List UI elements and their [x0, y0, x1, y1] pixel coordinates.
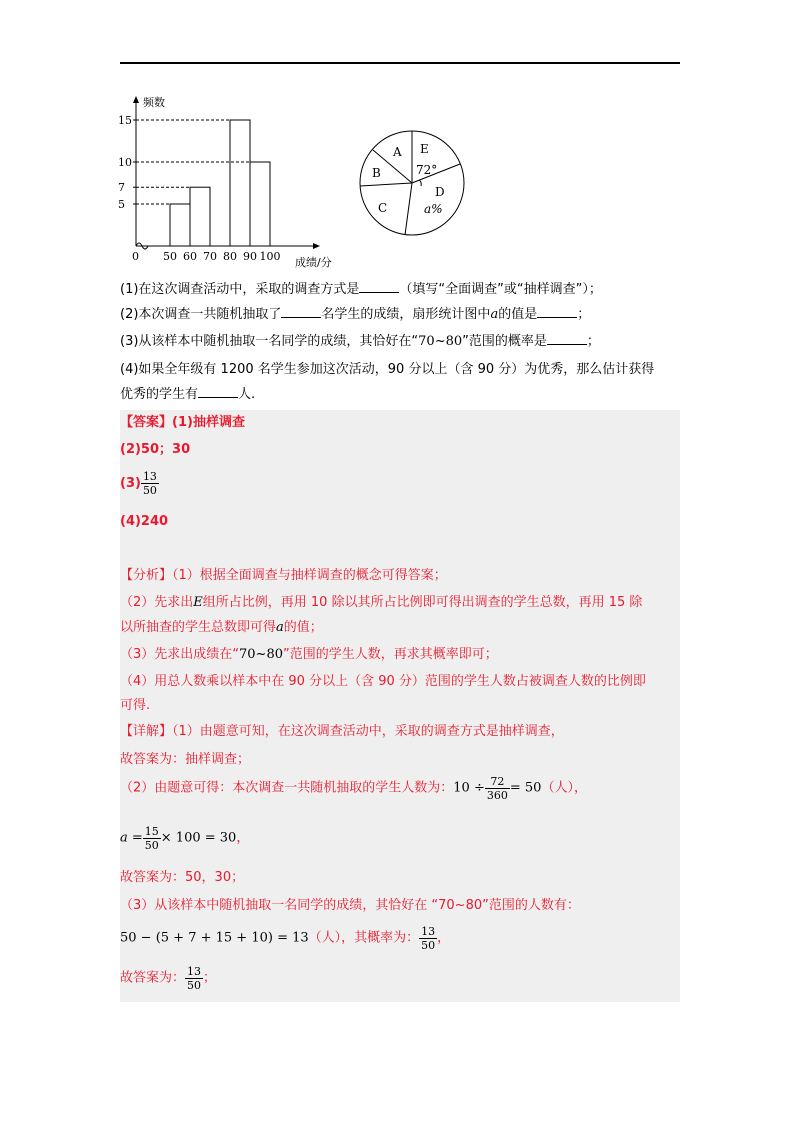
analysis-4a: （4）用总人数乘以样本中在 90 分以上（含 90 分）范围的学生人数占被调查人数的比例即 [120, 674, 646, 689]
q2-var-a: a [490, 307, 499, 322]
histogram-chart [118, 95, 332, 269]
detail-d2-unit: （人）， [541, 780, 587, 796]
answer-3-num: 13 [142, 470, 157, 483]
detail-2b [120, 825, 249, 852]
question-2 [120, 305, 590, 325]
analysis-2b [120, 618, 323, 638]
detail-d2-num: 72 [485, 775, 510, 789]
detail-3: （3）从该样本中随机抽取一名同学的成绩，其恰好在 “70~80”范围的人数有： [120, 898, 580, 913]
analysis-tag: 【分析】 [120, 568, 173, 583]
answer-3 [120, 470, 159, 497]
detail-d3-ans-fraction [185, 965, 203, 992]
detail-d2b-expr-b: × 100 = 30 [160, 830, 237, 846]
analysis-p2a: （2）先求出 [120, 595, 194, 610]
answer-2: (2)50；30 [120, 442, 191, 457]
q2-blank-2 [537, 305, 577, 318]
q1-text-b: （填写“全面调查”或“抽样调查”）； [399, 282, 602, 297]
analysis-var-a: a [276, 620, 284, 635]
pie-chart [360, 131, 464, 235]
detail-d3-mid: （人），其概率为： [308, 930, 420, 946]
bar-90-100 [250, 162, 270, 246]
detail-tag: 【详解】 [120, 724, 173, 739]
detail-d3-fraction [419, 925, 437, 952]
y-axis-arrow [133, 96, 139, 103]
q2-blank-1 [281, 305, 321, 318]
pie-label-e: E [420, 142, 429, 156]
detail-d3-den: 50 [421, 939, 436, 952]
y-tick-label-5: 5 [118, 198, 125, 211]
q1-text-a: (1)在这次调查活动中，采取的调查方式是 [120, 282, 360, 297]
answer-tag: 【答案】 [120, 415, 173, 430]
pie-angle-label: 72° [416, 163, 438, 177]
q3-text-a: (3)从该样本中随机抽取一名同学的成绩，其恰好在“ [120, 334, 419, 349]
x-axis-arrow [313, 243, 320, 249]
detail-d3-ans: 故答案为： [120, 970, 186, 986]
detail-1 [120, 722, 564, 742]
detail-d3-ans-den: 50 [187, 979, 202, 992]
q3-text-c: ； [586, 334, 600, 349]
q3-range: 70~80 [418, 334, 463, 349]
detail-d2-fraction [485, 775, 510, 802]
detail-d2b-fraction [143, 825, 161, 852]
q2-text-d: ； [577, 307, 591, 322]
answer-3-prefix: (3) [120, 476, 141, 491]
question-4b [120, 385, 255, 405]
question-4a: (4)如果全年级有 1200 名学生参加这次活动，90 分以上（含 90 分）为优秀，那么估计获得 [120, 362, 655, 377]
x-tick-label-80: 80 [223, 250, 237, 263]
header-rule [120, 62, 680, 64]
detail-2 [120, 775, 587, 802]
bar-50-60 [170, 204, 190, 246]
x-tick-label-90: 90 [243, 250, 257, 263]
x-axis-label: 成绩/分 [295, 256, 332, 269]
q4-blank [198, 385, 238, 398]
analysis-p3a: （3）先求出成绩在“ [120, 647, 240, 662]
analysis-var-e: E [193, 595, 203, 610]
analysis-p2b: 组所占比例，再用 10 除以其所占比例即可得出调查的学生总数，再用 15 除 [202, 595, 643, 610]
bar-60-70 [190, 187, 210, 246]
y-tick-label-10: 10 [118, 156, 132, 169]
detail-d3-ans-num: 13 [187, 965, 202, 978]
q3-text-b: ”范围的概率是 [462, 334, 547, 349]
detail-d2b-den: 50 [144, 839, 159, 852]
answer-1 [120, 413, 245, 433]
detail-1-answer: 故答案为：抽样调查； [120, 752, 251, 767]
q4-text-b: 人. [238, 387, 256, 402]
q3-blank [547, 332, 587, 345]
detail-d1: （1）由题意可知，在这次调查活动中，采取的调查方式是抽样调查， [172, 724, 564, 739]
detail-d3-num: 13 [421, 925, 436, 938]
q2-text-a: (2)本次调查一共随机抽取了 [120, 307, 282, 322]
pie-label-a: A [393, 145, 402, 159]
detail-d2b-end: ， [236, 830, 250, 846]
detail-3-expr [120, 925, 450, 952]
analysis-1 [120, 566, 447, 586]
x-tick-label-60: 60 [183, 250, 197, 263]
origin-label: 0 [132, 250, 139, 263]
pie-label-c: C [378, 201, 388, 215]
detail-d2-den: 360 [486, 789, 508, 802]
detail-d2-expr-b: = 50 [509, 780, 542, 796]
analysis-4b: 可得. [120, 698, 151, 713]
question-3 [120, 332, 600, 352]
question-1 [120, 280, 602, 300]
detail-d3-expr: 50 − (5 + 7 + 15 + 10) = 13 [120, 930, 309, 946]
detail-d2b-num: 15 [144, 825, 159, 838]
angle-arc [419, 180, 421, 186]
y-axis-label: 频数 [143, 96, 165, 109]
q1-blank [359, 280, 399, 293]
pie-label-b: B [372, 166, 381, 180]
detail-2-answer: 故答案为：50，30； [120, 870, 245, 885]
pie-d-value: a% [424, 202, 443, 216]
detail-d3-end: ， [437, 930, 451, 946]
analysis-p2d: 的值； [283, 620, 323, 635]
answer-3-den: 50 [142, 484, 157, 497]
y-tick-label-15: 15 [118, 114, 132, 127]
x-tick-label-50: 50 [163, 250, 177, 263]
analysis-p2c: 以所抽查的学生总数即可得 [120, 620, 277, 635]
analysis-p3b: ”范围的学生人数，再求其概率即可； [283, 647, 498, 662]
analysis-range: 70~80 [239, 647, 283, 662]
pie-label-d: D [435, 185, 445, 199]
pie-divider-d-c [405, 183, 412, 235]
detail-d2: （2）由题意可得：本次调查一共随机抽取的学生人数为： [120, 780, 454, 796]
q2-text-b: 名学生的成绩，扇形统计图中 [321, 307, 491, 322]
detail-d2b-expr-a: a = [120, 830, 143, 846]
detail-d2-expr-a: 10 ÷ [453, 780, 485, 796]
bar-80-90 [230, 120, 250, 246]
detail-d3-ans-end: ； [203, 970, 217, 986]
x-tick-label-70: 70 [203, 250, 217, 263]
answer-1-text: (1)抽样调查 [172, 415, 245, 430]
detail-3-answer [120, 965, 216, 992]
y-tick-label-7: 7 [118, 181, 125, 195]
figure [110, 88, 470, 273]
pie-divider-c-b [360, 183, 412, 186]
answer-3-fraction [141, 470, 159, 497]
x-tick-label-100: 100 [259, 250, 281, 263]
analysis-2a [120, 593, 642, 613]
analysis-3 [120, 645, 498, 665]
answer-4: (4)240 [120, 514, 169, 529]
analysis-p1: （1）根据全面调查与抽样调查的概念可得答案； [172, 568, 447, 583]
q4-text-a: 优秀的学生有 [120, 387, 199, 402]
q2-text-c: 的值是 [498, 307, 538, 322]
